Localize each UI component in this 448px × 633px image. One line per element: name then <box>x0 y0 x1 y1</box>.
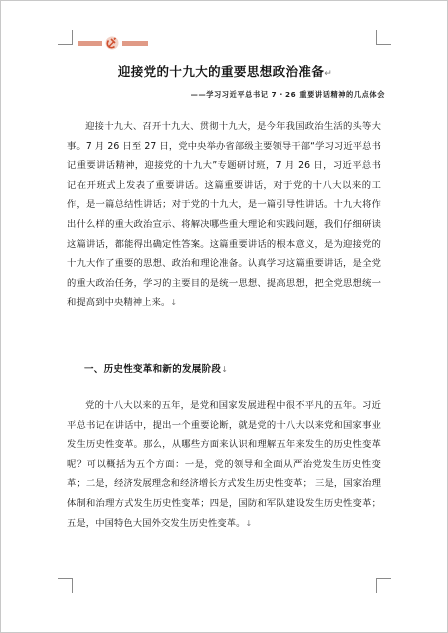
paragraph-text: 党的十八大以来的五年，是党和国家发展进程中很不平凡的五年。习近平总书记在讲话中，提出一个重要论断，就是党的十八大以来党和国家事业发生历史性变革。那么，从哪些方面来认识和理解五年来发生的历史性变革呢？可以概括为五个方面：一是，党的领导和全面从严治党发生历史性变革；二是，经济发展理念和经济增长方式发生历史性变革； 三是，国家治理体制和治理方式发生历史性变革；四是，国防和军队建设发生历史性变革；五是，中国特色大国外交发生历史性变革。 <box>67 400 381 529</box>
banner-bar-left <box>78 41 102 46</box>
heading-text: 一、历史性变革和新的发展阶段 <box>84 364 222 375</box>
banner-bar-right <box>122 41 148 46</box>
margin-corner-top-left <box>58 30 73 45</box>
header-banner <box>78 37 150 49</box>
body-paragraph <box>67 117 381 313</box>
document-title <box>70 62 380 80</box>
paragraph-mark: ↵ <box>324 69 333 79</box>
margin-corner-bottom-right <box>376 578 391 593</box>
end-mark: ↓ <box>245 518 253 528</box>
document-subtitle: ——学习习近平总书记 7・26 重要讲话精神的几点体会 <box>190 90 385 99</box>
end-mark: ↓ <box>170 298 178 308</box>
paragraph-text: 迎接十九大、召开十九大、贯彻十九大，是今年我国政治生活的头等大事。7 月 26 日至 27 日，党中央举办省部级主要领导干部“学习习近平总书记重要讲话精神，迎接党的十九大”专题研讨班，7 月 26 日，习近平总书记在开班式上发表了重要讲话。这篇重要讲话，对于党的十八大以来的工作，是一篇总结性讲话；对于党的十九大，是一篇引导性讲话。十九大将作出什么样的重大政治宣示、将解决哪些重大理论和实践问题，我们仔细研读这篇讲话，都能得出确定性答案。这篇重要讲话的根本意义，是为迎接党的十九大作了重要的思想、政治和理论准备。认真学习这篇重要讲话，是全党的重大政治任务，学习的主要目的是统一思想、提高思想，把全党思想统一和提高到中央精神上来。 <box>67 121 381 309</box>
party-emblem-icon <box>105 36 119 50</box>
margin-corner-bottom-left <box>58 578 73 593</box>
end-mark: ↓ <box>221 365 229 374</box>
margin-corner-top-right <box>376 30 391 45</box>
body-paragraph <box>67 396 381 533</box>
section-heading <box>84 361 228 375</box>
title-text: 迎接党的十九大的重要思想政治准备 <box>117 64 325 79</box>
